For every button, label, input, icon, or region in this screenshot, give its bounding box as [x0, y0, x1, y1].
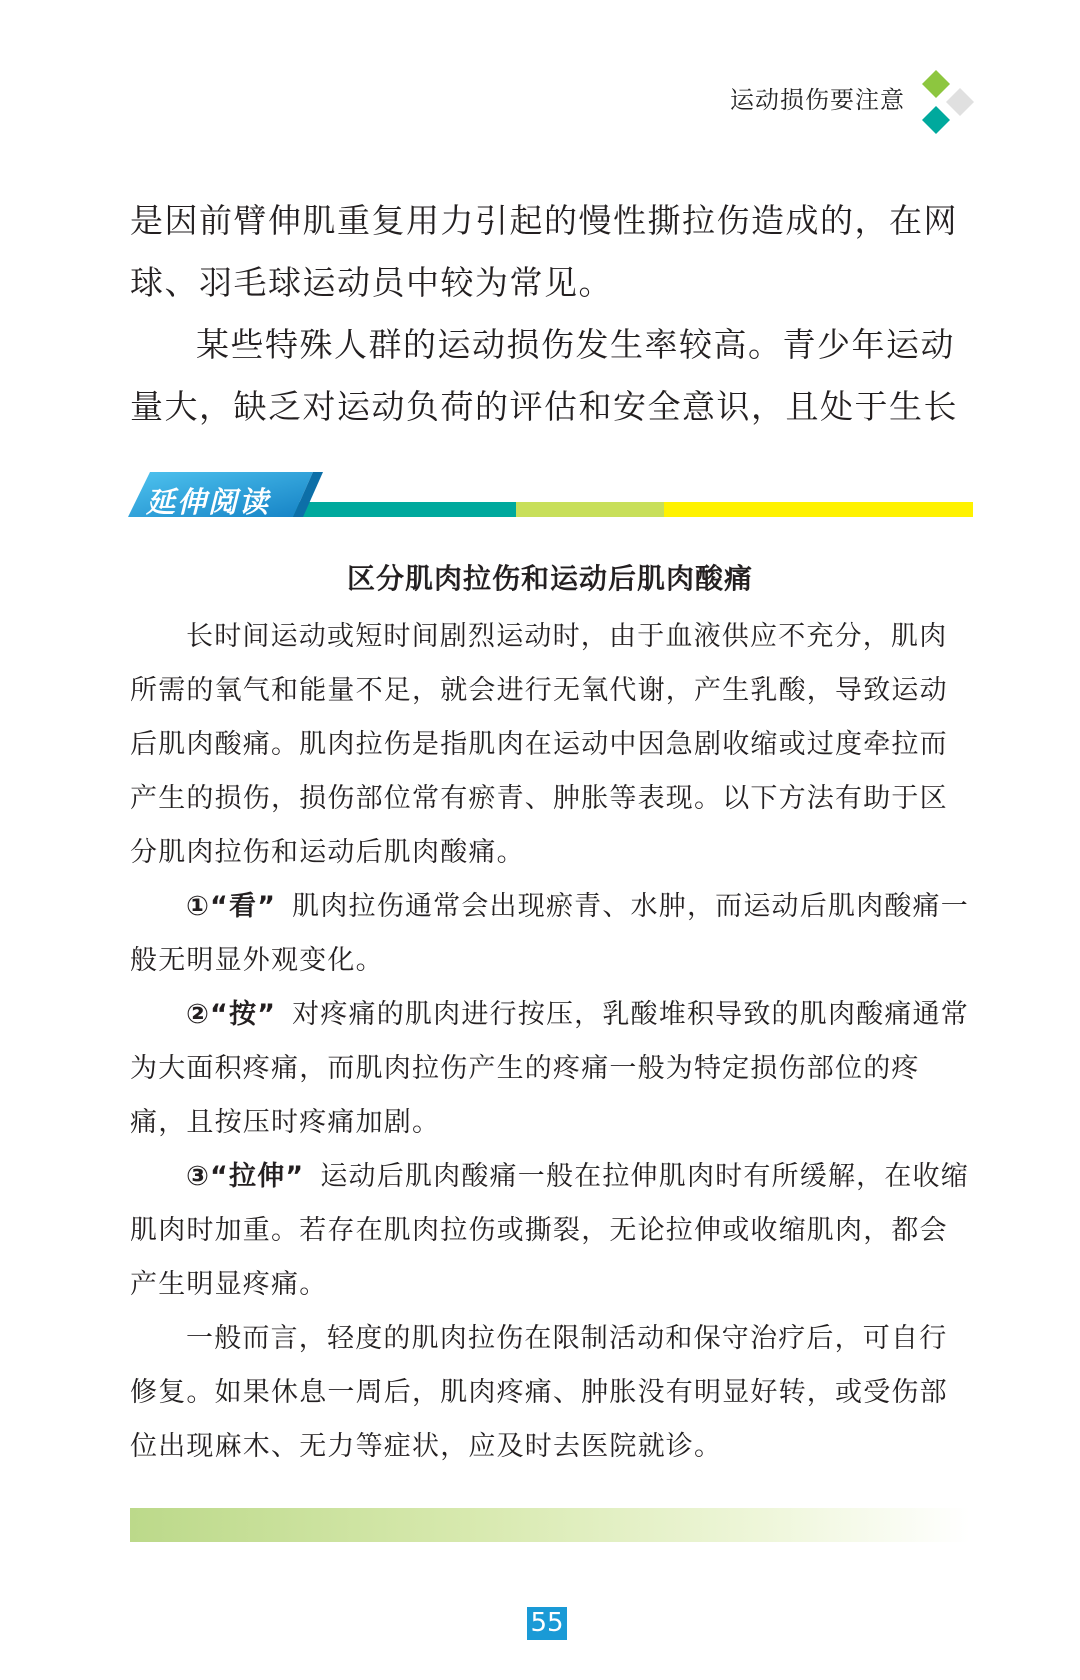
- method-item-press: [130, 988, 972, 1150]
- method-marker: ②“按”: [186, 999, 277, 1030]
- diamond-decoration-icon: [918, 70, 978, 136]
- extended-title: 区分肌肉拉伤和运动后肌肉酸痛: [346, 562, 753, 595]
- running-header-title: 运动损伤要注意: [730, 86, 905, 114]
- teal-diamond-icon: [922, 106, 950, 134]
- method-marker: ③“拉伸”: [186, 1161, 305, 1192]
- method-marker: ①“看”: [186, 891, 277, 922]
- main-paragraph: 是因前臂伸肌重复用力引起的慢性撕拉伤造成的，在网球、羽毛球运动员中较为常见。: [130, 201, 958, 302]
- method-text: 运动后肌肉酸痛一般在拉伸肌肉时有所缓解，在收缩肌肉时加重。若存在肌肉拉伤或撕裂，无论拉伸或收缩肌肉，都会产生明显疼痛。: [130, 1161, 969, 1300]
- banner-label-wrap: [128, 472, 973, 530]
- extended-conclusion: 一般而言，轻度的肌肉拉伤在限制活动和保守治疗后，可自行修复。如果休息一周后，肌肉疼痛、肿胀没有明显好转，或受伤部位出现麻木、无力等症状，应及时去医院就诊。: [130, 1323, 948, 1462]
- main-body: [130, 190, 970, 438]
- main-paragraph: 某些特殊人群的运动损伤发生率较高。青少年运动量大，缺乏对运动负荷的评估和安全意识，且处于生长: [130, 325, 958, 426]
- footer-gradient-bar: [130, 1508, 970, 1542]
- banner-label: 延伸阅读: [146, 485, 271, 519]
- method-text: 对疼痛的肌肉进行按压，乳酸堆积导致的肌肉酸痛通常为大面积疼痛，而肌肉拉伤产生的疼痛一般为特定损伤部位的疼痛，且按压时疼痛加剧。: [130, 999, 969, 1138]
- page-number: 55: [527, 1607, 567, 1640]
- method-text: 肌肉拉伤通常会出现瘀青、水肿，而运动后肌肉酸痛一般无明显外观变化。: [130, 891, 969, 976]
- method-item-stretch: [130, 1150, 972, 1312]
- gray-diamond-icon: [946, 88, 974, 116]
- method-item-look: [130, 880, 972, 988]
- green-diamond-icon: [922, 70, 950, 98]
- extended-intro: 长时间运动或短时间剧烈运动时，由于血液供应不充分，肌肉所需的氧气和能量不足，就会进行无氧代谢，产生乳酸，导致运动后肌肉酸痛。肌肉拉伤是指肌肉在运动中因急剧收缩或过度牵拉而产生的损伤，损伤部位常有瘀青、肿胀等表现。以下方法有助于区分肌肉拉伤和运动后肌肉酸痛。: [130, 621, 948, 868]
- extended-body: [130, 610, 972, 1474]
